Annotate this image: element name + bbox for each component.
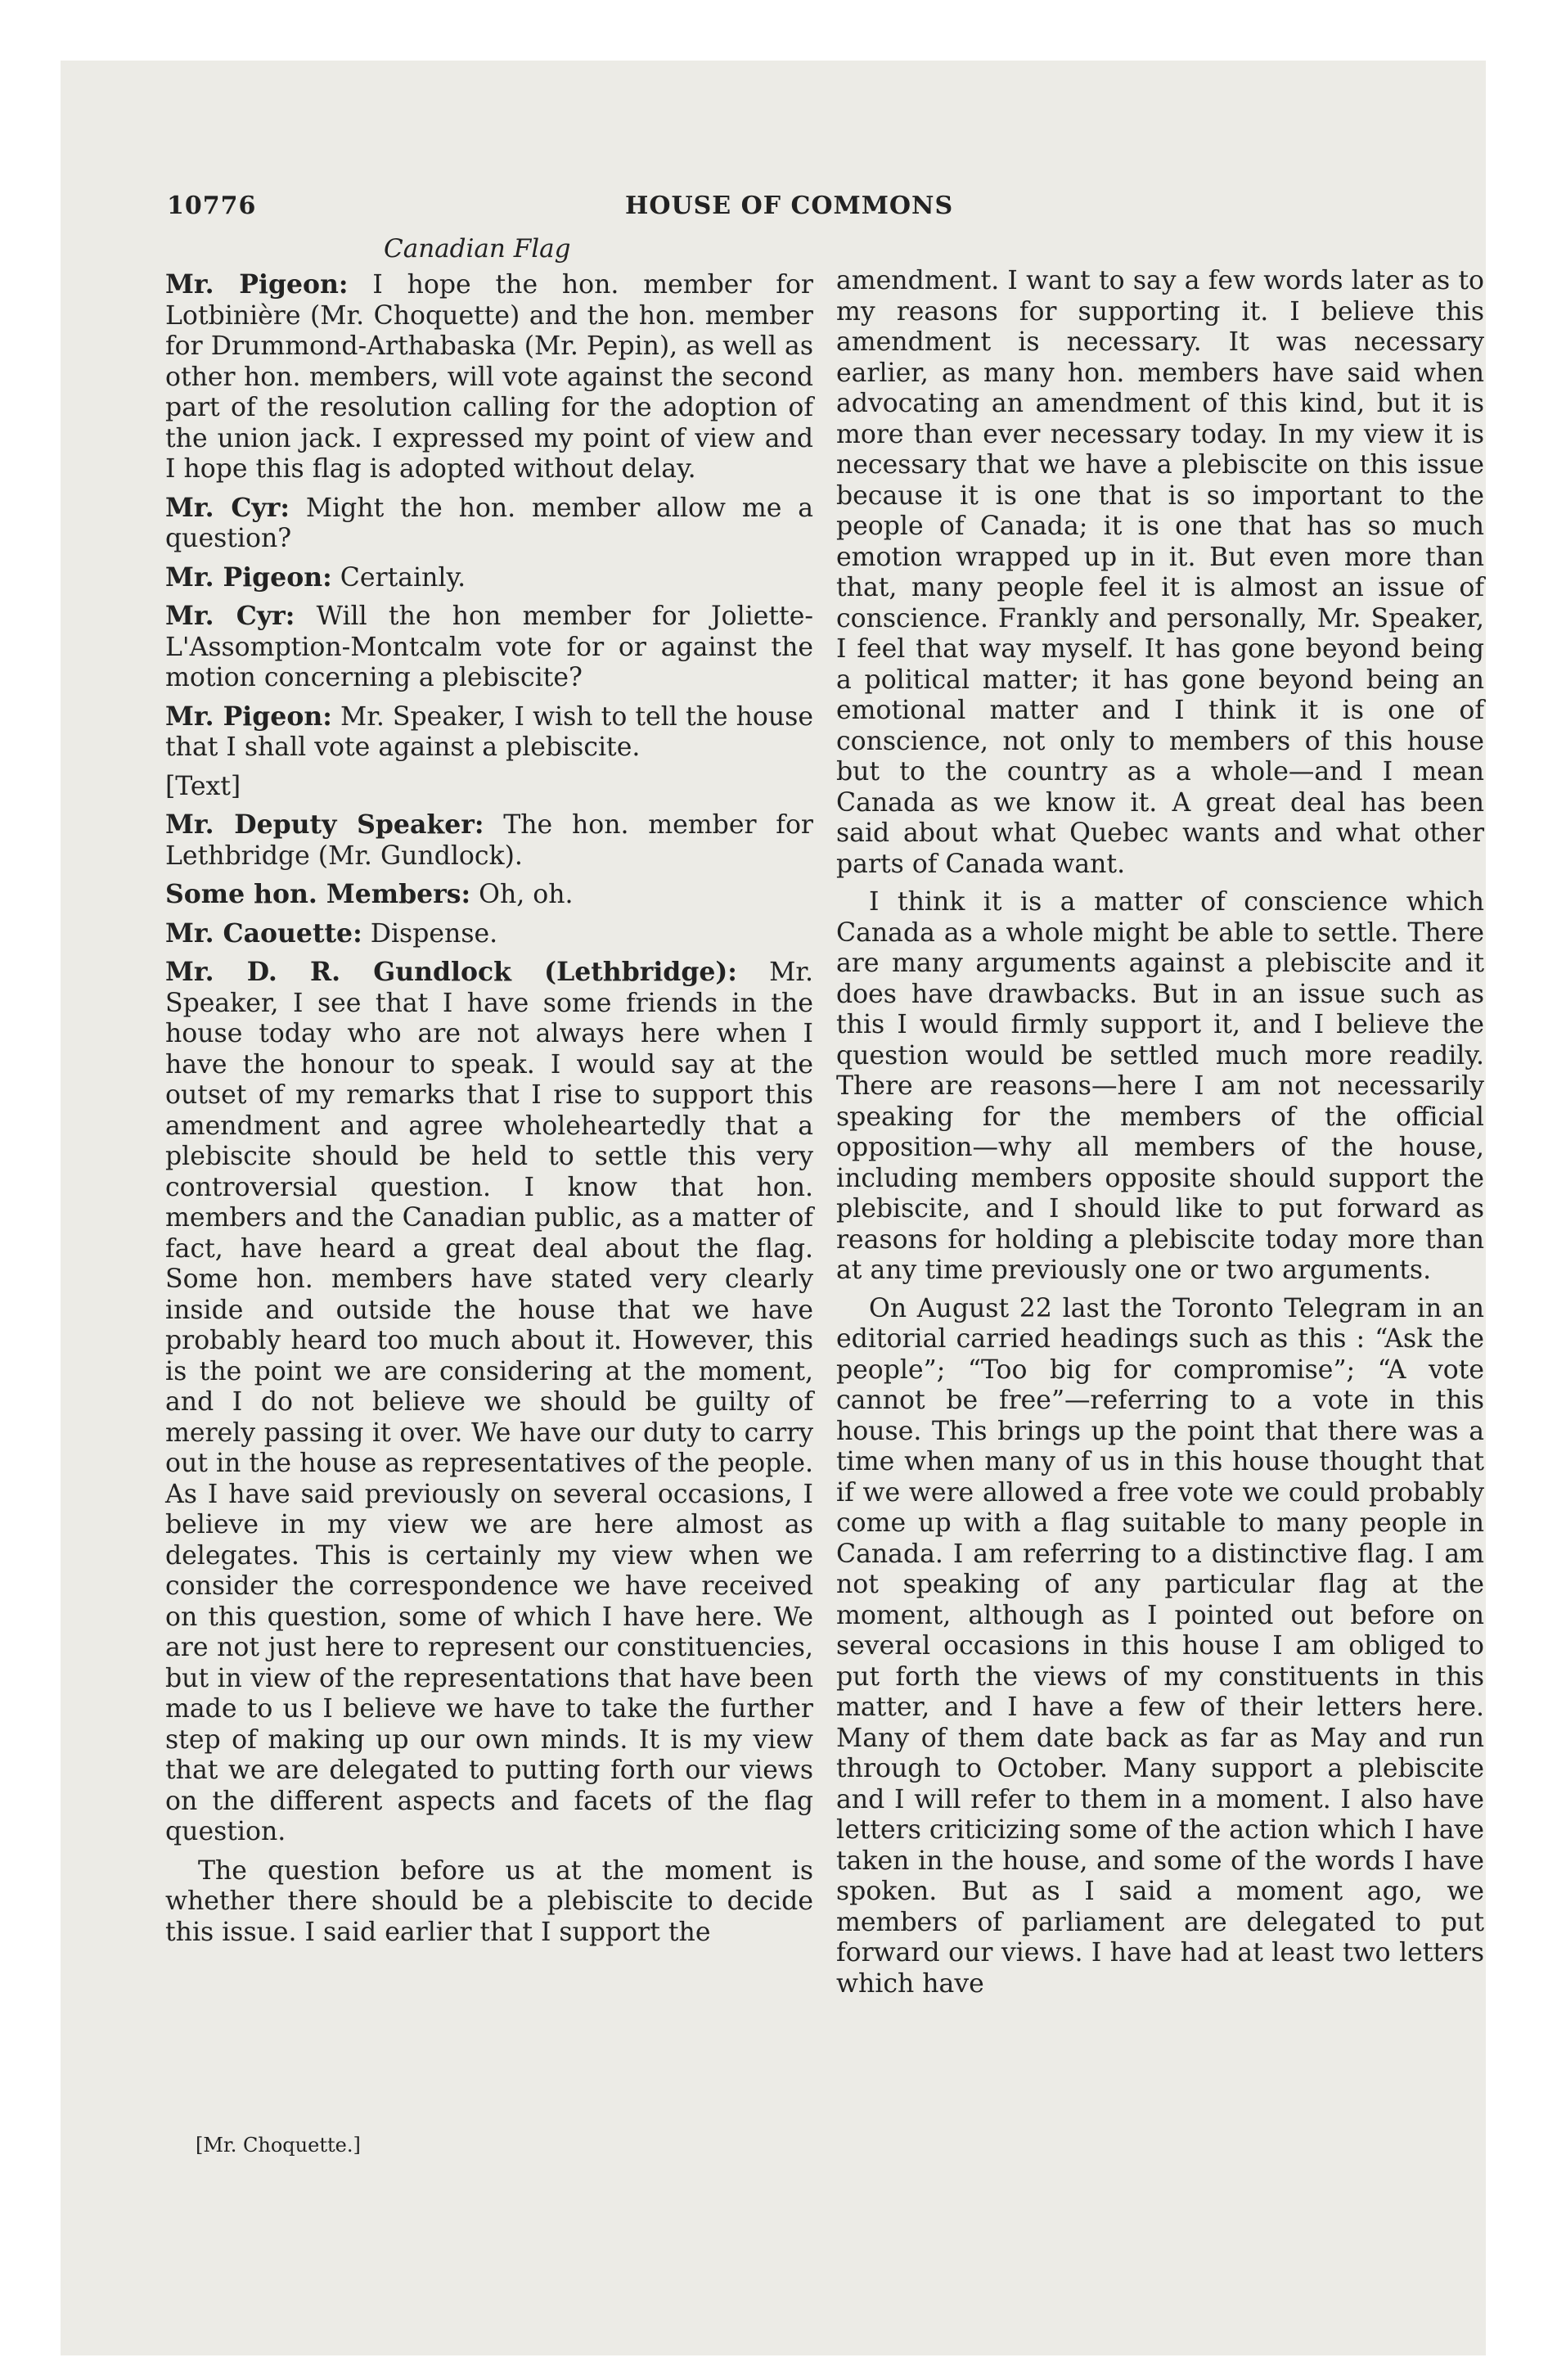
speaker-name: Mr. Deputy Speaker: <box>165 809 484 840</box>
left-column <box>165 269 813 1955</box>
running-header: HOUSE OF COMMONS <box>625 192 954 220</box>
right-column <box>836 266 1484 2007</box>
section-subtitle: Canadian Flag <box>384 234 571 264</box>
paragraph <box>165 493 813 555</box>
speech-text: Dispense. <box>362 918 498 949</box>
speech-text: I hope the hon. member for Lotbinière (Mr. Choquette) and the hon. member for Drummond-Arthabaska (Mr. Pepin), as well as other hon. members, will vote against the second part of the resolution calling for the adoption of the union jack. I expressed my point of view and I hope this flag is adopted without delay. <box>165 270 813 484</box>
speaker-name: Mr. Cyr: <box>165 492 290 523</box>
paragraph: amendment. I want to say a few words later as to my reasons for supporting it. I believe this amendment is necessary. It was necessary earlier, as many hon. members have said when advocating an amendment of this kind, but it is more than ever necessary today. In my view it is necessary that we have a plebiscite on this issue because it is one that is so important to the people of Canada; it is one that has so much emotion wrapped up in it. But even more than that, many people feel it is almost an issue of conscience. Frankly and personally, Mr. Speaker, I feel that way myself. It has gone beyond being a political matter; it has gone beyond being an emotional matter and I think it is one of conscience, not only to members of this house but to the country as a whole—and I mean Canada as we know it. A great deal has been said about what Quebec wants and what other parts of Canada want. <box>836 266 1484 879</box>
paragraph: On August 22 last the Toronto Telegram in an editorial carried headings such as this : “Ask the people”; “Too big for compromise”; “A vote cannot be free”—referring to a vote in this house. This brings up the point that there was a time when many of us in this house thought that if we were allowed a free vote we could probably come up with a flag suitable to many people in Canada. I am referring to a distinctive flag. I am not speaking of any particular flag at the moment, although as I pointed out before on several occasions in this house I am obliged to put forth the views of my constituents in this matter, and I have a few of their letters here. Many of them date back as far as May and run through to October. Many support a plebiscite and I will refer to them in a moment. I also have letters criticizing some of the action which I have taken in the house, and some of the words I have spoken. But as I said a moment ago, we members of parliament are delegated to put forward our views. I have had at least two letters which have <box>836 1293 1484 1999</box>
speech-text: Oh, oh. <box>470 880 574 909</box>
speech-text: Certainly. <box>331 562 466 593</box>
speech-text: Will the hon member for Joliette-L'Assomption-Montcalm vote for or against the motion concerning a plebiscite? <box>165 602 813 692</box>
speech-text: [Text] <box>165 771 241 801</box>
speaker-name: Mr. Pigeon: <box>165 269 349 300</box>
speaker-name: Mr. Cyr: <box>165 601 295 631</box>
paragraph <box>165 957 813 1848</box>
paragraph <box>165 1855 813 1949</box>
paragraph <box>165 918 813 950</box>
paragraph <box>165 269 813 485</box>
speech-text: Mr. Speaker, I see that I have some friends in the house today who are not always here when I have the honour to speak. I would say at the outset of my remarks that I rise to support this amendment and agree wholeheartedly that a plebiscite should be held to settle this very controversial question. I know that hon. members and the Canadian public, as a matter of fact, have heard a great deal about the flag. Some hon. members have stated very clearly inside and outside the house that we have probably heard too much about it. However, this is the point we are considering at the moment, and I do not believe we should be guilty of merely passing it over. We have our duty to carry out in the house as representatives of the people. As I have said previously on several occasions, I believe in my view we are here almost as delegates. This is certainly my view when we consider the correspondence we have received on this question, some of which I have here. We are not just here to represent our constituencies, but in view of the representations that have been made to us I believe we have to take the further step of making up our own minds. It is my view that we are delegated to putting forth our views on the different aspects and facets of the flag question. <box>165 958 813 1846</box>
paragraph <box>165 701 813 764</box>
speaker-name: Some hon. Members: <box>165 879 471 909</box>
text-marker <box>165 771 813 803</box>
speaker-name: Mr. Caouette: <box>165 917 362 949</box>
page-scan <box>61 61 1486 2355</box>
paragraph <box>165 809 813 872</box>
page-footer: [Mr. Choquette.] <box>196 2134 361 2157</box>
speech-text: Mr. Speaker, I wish to tell the house that I shall vote against a plebiscite. <box>165 701 813 762</box>
speaker-name: Mr. Pigeon: <box>165 561 332 593</box>
paragraph <box>165 601 813 694</box>
speech-text: Might the hon. member allow me a question? <box>165 493 814 553</box>
paragraph <box>165 879 813 911</box>
speaker-name: Mr. D. R. Gundlock (Lethbridge): <box>165 957 737 987</box>
page-number: 10776 <box>167 192 257 220</box>
speech-text: The question before us at the moment is whether there should be a plebiscite to decide this issue. I said earlier that I support the <box>165 1855 813 1947</box>
speaker-name: Mr. Pigeon: <box>165 701 332 732</box>
paragraph: I think it is a matter of conscience which Canada as a whole might be able to settle. There are many arguments against a plebiscite and it does have drawbacks. But in an issue such as this I would firmly support it, and I believe the question would be settled much more readily. There are reasons—here I am not necessarily speaking for the members of the official opposition—why all members of the house, including members opposite should support the plebiscite, and I should like to put forward as reasons for holding a plebiscite today more than at any time previously one or two arguments. <box>836 887 1484 1285</box>
paragraph <box>165 562 813 594</box>
speech-text: The hon. member for Lethbridge (Mr. Gundlock). <box>165 810 813 871</box>
